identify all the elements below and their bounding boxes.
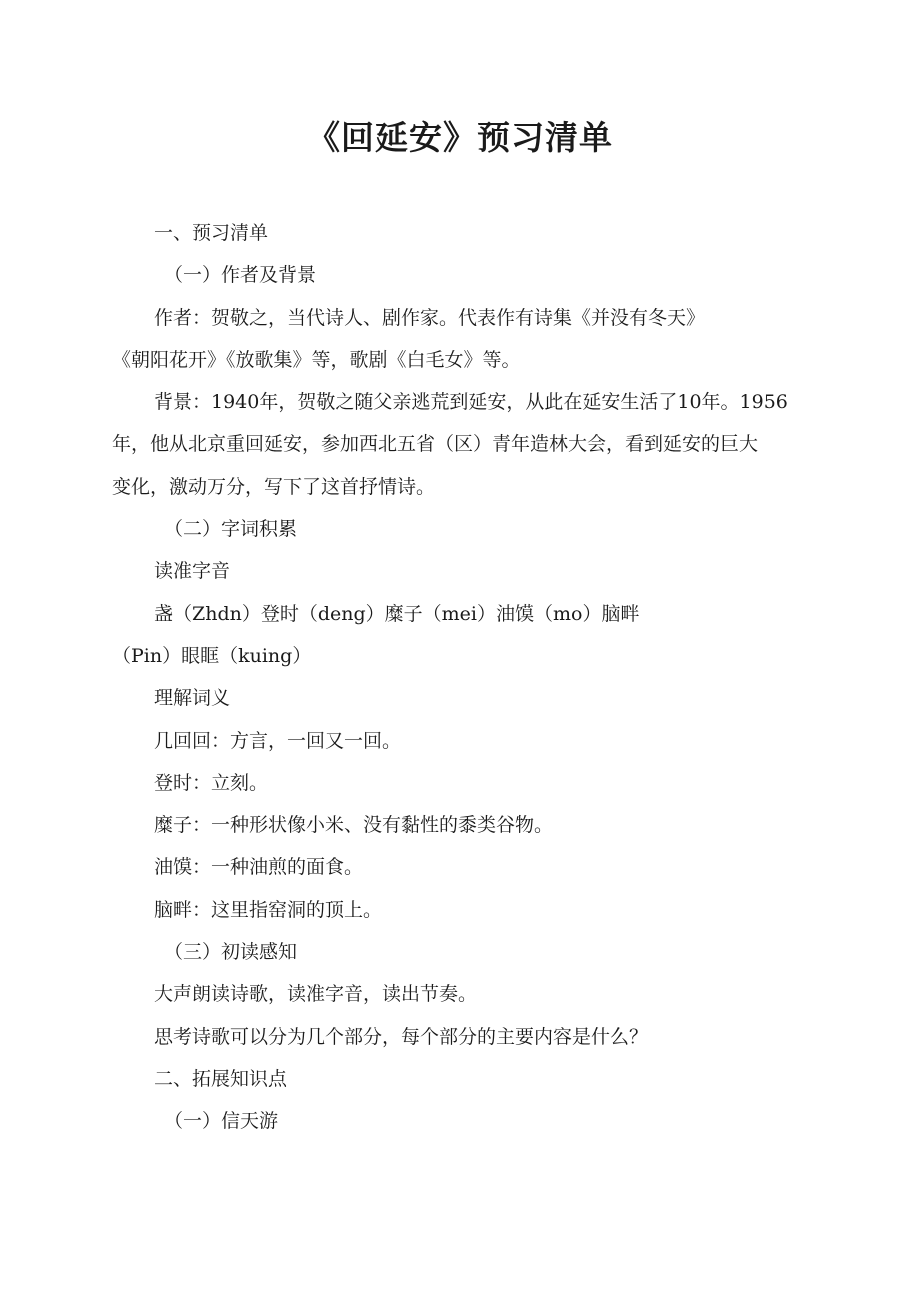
subsection-heading: （一）作者及背景 bbox=[164, 264, 317, 287]
reading-task: 大声朗读诗歌，读准字音，读出节奏。 bbox=[154, 983, 478, 1006]
subsection-heading: （二）字词积累 bbox=[164, 518, 298, 541]
reading-task: 思考诗歌可以分为几个部分，每个部分的主要内容是什么？ bbox=[154, 1025, 649, 1048]
meaning-item: 登时：立刻。 bbox=[154, 771, 269, 794]
section-heading: 一、预习清单 bbox=[154, 222, 269, 244]
author-line-2: 《朝阳花开》《放歌集》等，歌剧《白毛女》等。 bbox=[112, 348, 521, 371]
author-line-1: 作者：贺敬之，当代诗人、剧作家。代表作有诗集《并没有冬天》 bbox=[154, 306, 706, 329]
section-heading: 二、拓展知识点 bbox=[154, 1067, 288, 1090]
item-heading: 读准字音 bbox=[154, 560, 231, 583]
meaning-item: 油馍：一种油煎的面食。 bbox=[154, 856, 364, 879]
meaning-item: 糜子：一种形状像小米、没有黏性的黍类谷物。 bbox=[154, 814, 554, 837]
background-line-3: 变化，激动万分，写下了这首抒情诗。 bbox=[112, 475, 436, 498]
meaning-item: 几回回：方言，一回又一回。 bbox=[154, 729, 402, 752]
item-heading: 理解词义 bbox=[154, 687, 231, 710]
background-line-1: 背景：1940年，贺敬之随父亲逃荒到延安，从此在延安生活了10年。1956 bbox=[154, 391, 788, 414]
subsection-heading: （三）初读感知 bbox=[164, 941, 298, 964]
pronunciation-line-2: （Pin）眼眶（kuing） bbox=[112, 644, 312, 667]
pronunciation-line-1: 盏（Zhdn）登时（deng）糜子（mei）油馍（mo）脑畔 bbox=[154, 602, 640, 625]
background-line-2: 年，他从北京重回延安，参加西北五省（区）青年造林大会，看到延安的巨大 bbox=[112, 433, 759, 456]
subsection-heading: （一）信天游 bbox=[164, 1110, 279, 1133]
document-body bbox=[112, 212, 812, 1143]
meaning-item: 脑畔：这里指窑洞的顶上。 bbox=[154, 898, 383, 921]
document-title: 《回延安》预习清单 bbox=[307, 118, 613, 157]
